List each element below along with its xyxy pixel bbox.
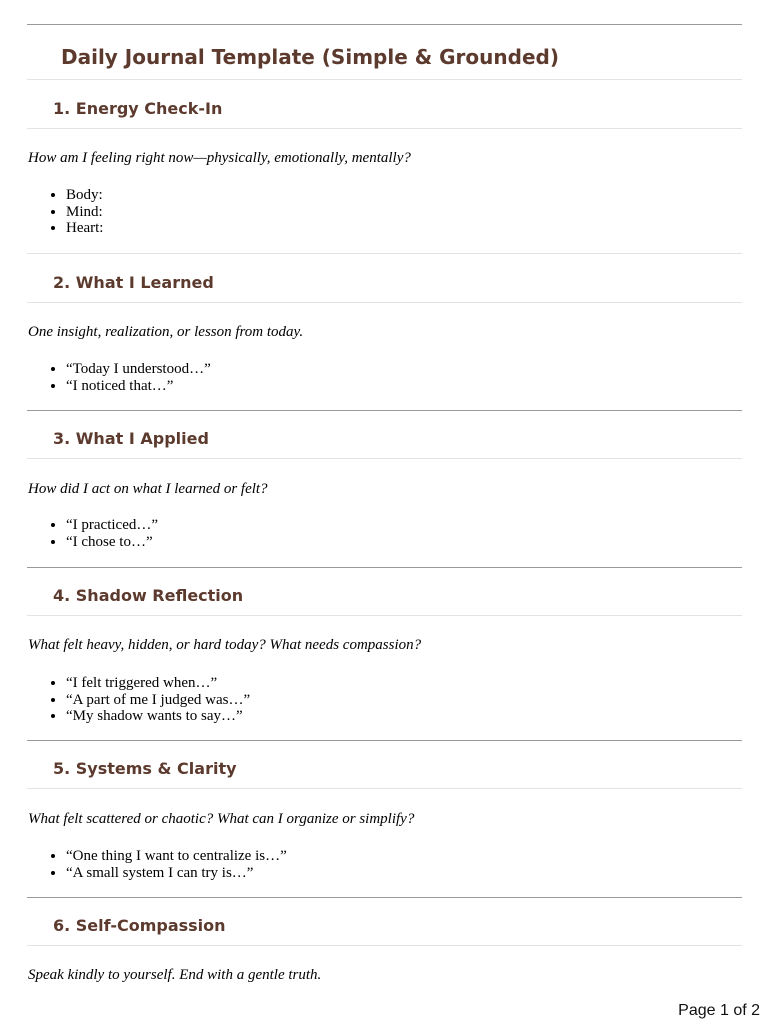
section-heading-what-i-learned: 2. What I Learned bbox=[53, 273, 214, 292]
page-number: Page 1 of 2 bbox=[678, 1002, 760, 1019]
list-item: • “A part of me I judged was…” bbox=[66, 692, 250, 709]
section-heading-what-i-applied: 3. What I Applied bbox=[53, 429, 209, 448]
section-prompt: How am I feeling right now—physically, emotionally, mentally? bbox=[28, 150, 411, 166]
list-item: • “I felt triggered when…” bbox=[66, 675, 250, 692]
heading-underline bbox=[27, 128, 742, 129]
document-title: Daily Journal Template (Simple & Grounded) bbox=[61, 45, 559, 69]
section-heading-systems-clarity: 5. Systems & Clarity bbox=[53, 759, 237, 778]
section-prompt: Speak kindly to yourself. End with a gentle truth. bbox=[28, 967, 322, 983]
list-item: • Mind: bbox=[66, 204, 103, 221]
list-item: • “A small system I can try is…” bbox=[66, 865, 287, 882]
title-underline bbox=[27, 79, 742, 80]
heading-underline bbox=[27, 945, 742, 946]
section-prompt: One insight, realization, or lesson from today. bbox=[28, 324, 304, 340]
bullet-list bbox=[28, 361, 211, 394]
list-item: • “Today I understood…” bbox=[66, 361, 211, 378]
section-divider bbox=[27, 410, 742, 411]
section-heading-shadow-reflection: 4. Shadow Reflection bbox=[53, 586, 244, 605]
bullet-list bbox=[28, 517, 158, 550]
list-item: • Body: bbox=[66, 187, 103, 204]
bullet-list bbox=[28, 187, 103, 237]
list-item: • “I chose to…” bbox=[66, 534, 158, 551]
section-prompt: What felt scattered or chaotic? What can I organize or simplify? bbox=[28, 811, 415, 827]
list-item: • Heart: bbox=[66, 220, 103, 237]
section-heading-energy-check-in: 1. Energy Check-In bbox=[53, 99, 223, 118]
heading-underline bbox=[27, 458, 742, 459]
section-divider bbox=[27, 740, 742, 741]
section-divider bbox=[27, 253, 742, 254]
section-divider bbox=[27, 897, 742, 898]
heading-underline bbox=[27, 302, 742, 303]
list-item: • “I noticed that…” bbox=[66, 378, 211, 395]
list-item: • “I practiced…” bbox=[66, 517, 158, 534]
bullet-list bbox=[28, 675, 250, 725]
list-item: • “One thing I want to centralize is…” bbox=[66, 848, 287, 865]
top-divider bbox=[27, 24, 742, 25]
bullet-list bbox=[28, 848, 287, 881]
heading-underline bbox=[27, 615, 742, 616]
section-prompt: How did I act on what I learned or felt? bbox=[28, 481, 268, 497]
list-item: • “My shadow wants to say…” bbox=[66, 708, 250, 725]
heading-underline bbox=[27, 788, 742, 789]
section-heading-self-compassion: 6. Self-Compassion bbox=[53, 916, 226, 935]
section-divider bbox=[27, 567, 742, 568]
section-prompt: What felt heavy, hidden, or hard today? What needs compassion? bbox=[28, 637, 422, 653]
